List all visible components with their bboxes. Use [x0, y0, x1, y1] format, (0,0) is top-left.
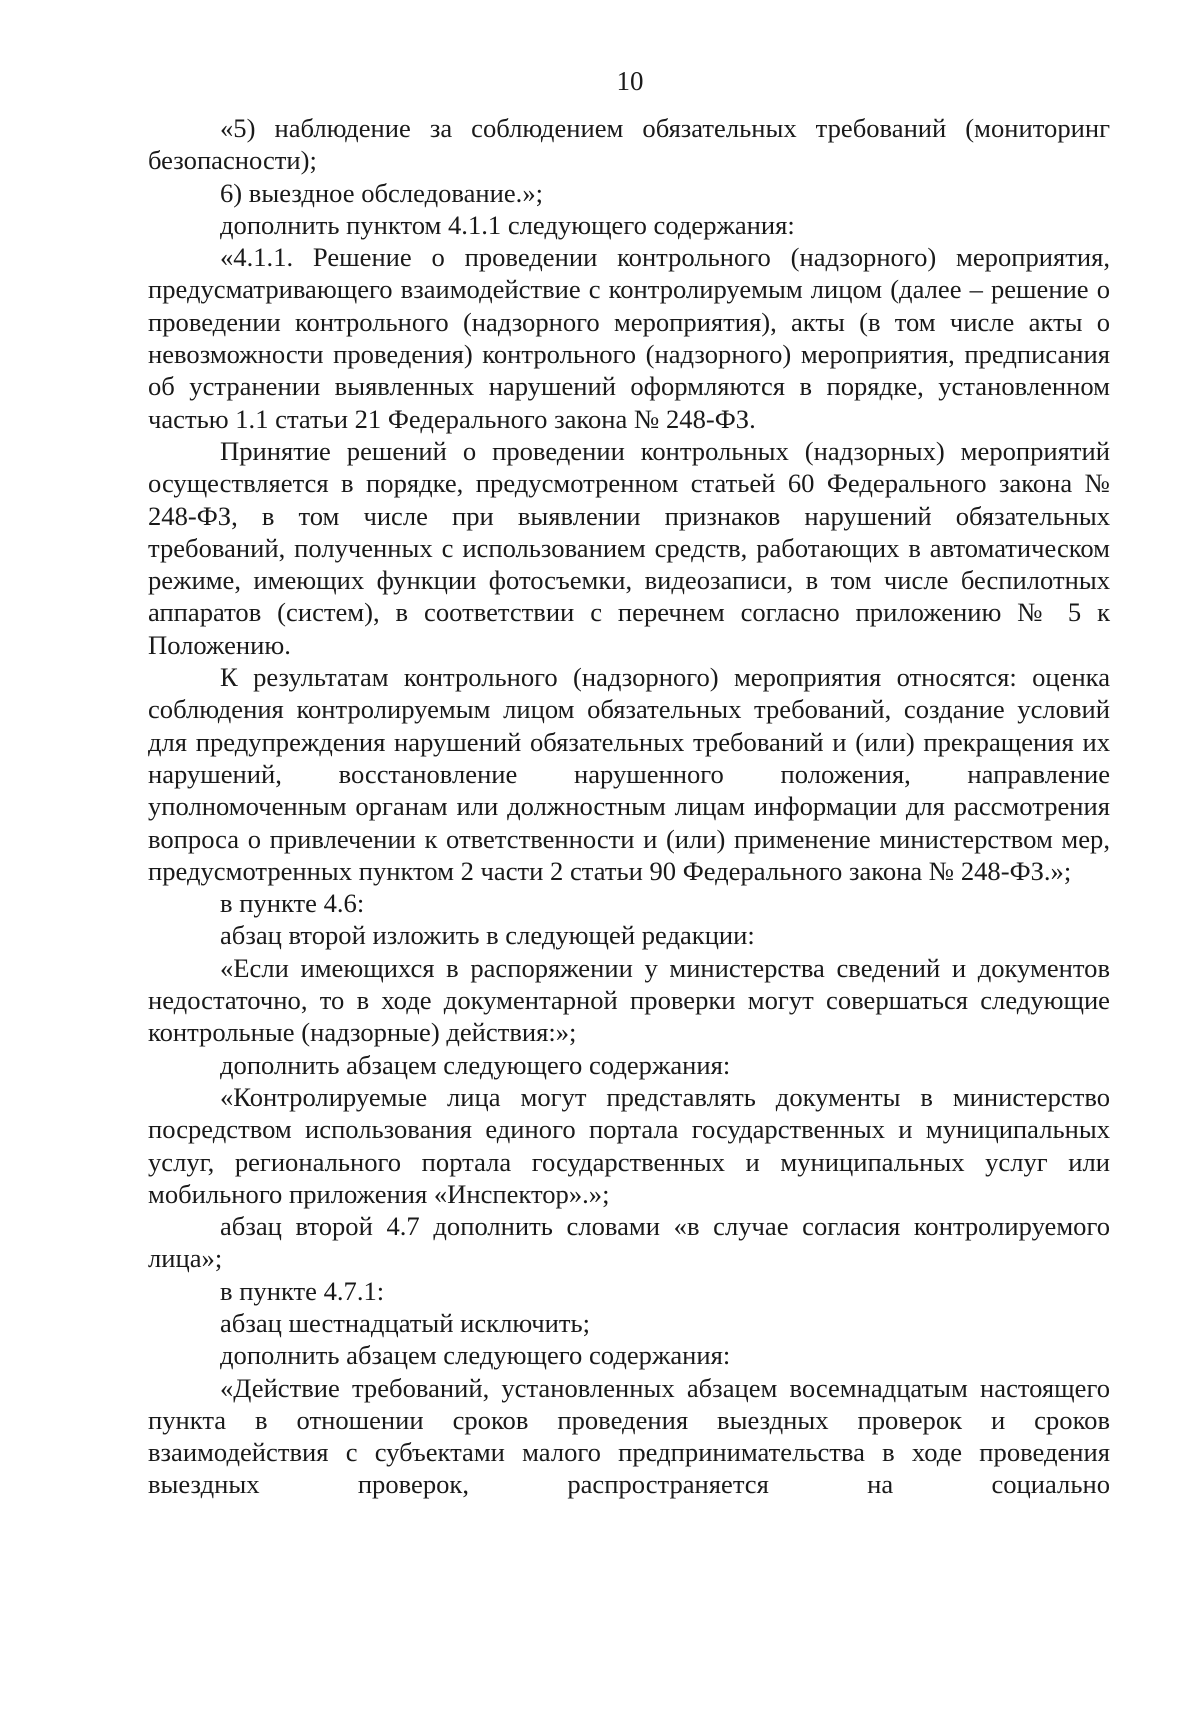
paragraph-clause-4-6: в пункте 4.6: [220, 888, 365, 919]
paragraph-exclude-abzac: абзац шестнадцатый исключить; [220, 1307, 591, 1338]
paragraph-field-inspection-item: 6) выездное обследование.»; [220, 177, 544, 208]
page-number: 10 [616, 66, 644, 96]
paragraph-requirements-action: «Действие требований, установленных абзацем восемнадцатым настоящего пункта в отношении сроков проведения выездных проверок и сроков взаимодействия с субъектами малого предпринимательства в ходе проведения выездных проверок, распространяется на социально [148, 1372, 1110, 1500]
paragraph-clause-4-7-1: в пункте 4.7.1: [220, 1275, 385, 1306]
paragraph-monitoring-item: «5) наблюдение за соблюдением обязательных требований (мониторинг безопасности); [148, 113, 1110, 176]
paragraph-add-abzac-2: дополнить абзацем следующего содержания: [220, 1340, 731, 1371]
paragraph-add-clause-4-1-1: дополнить пунктом 4.1.1 следующего содержания: [220, 209, 795, 240]
paragraph-add-abzac-1: дополнить абзацем следующего содержания: [220, 1049, 731, 1080]
document-body [148, 112, 1110, 1501]
paragraph-second-abzac-edit: абзац второй изложить в следующей редакции: [220, 920, 755, 951]
paragraph-decision-making: Принятие решений о проведении контрольных (надзорных) мероприятий осуществляется в порядке, предусмотренном статьей 60 Федерального закона № 248-ФЗ, в том числе при выявлении признаков нарушений обязательных требований, полученных с использованием средств, работающих в автоматическом режиме, имеющих функции фотосъемки, видеозаписи, в том числе беспилотных аппаратов (систем), в соответствии с перечнем согласно приложению № 5 к Положению. [148, 435, 1110, 660]
paragraph-inspector-app: «Контролируемые лица могут представлять документы в министерство посредством использования единого портала государственных и муниципальных услуг, регионального портала государственных и муниципальных услуг или мобильного приложения «Инспектор».»; [148, 1081, 1110, 1209]
paragraph-clause-4-1-1: «4.1.1. Решение о проведении контрольного (надзорного) мероприятия, предусматривающего взаимодействие с контролируемым лицом (далее – решение о проведении контрольного (надзорного мероприятия), акты (в том числе акты о невозможности проведения) контрольного (надзорного) мероприятия, предписания об устранении выявленных нарушений оформляются в порядке, установленном частью 1.1 статьи 21 Федерального закона № 248-ФЗ. [148, 242, 1110, 434]
paragraph-documentary-check: «Если имеющихся в распоряжении у министерства сведений и документов недостаточно, то в ходе документарной проверки могут совершаться следующие контрольные (надзорные) действия:»; [148, 952, 1110, 1048]
paragraph-results: К результатам контрольного (надзорного) мероприятия относятся: оценка соблюдения контролируемым лицом обязательных требований, создание условий для предупреждения нарушений обязательных требований и (или) прекращения их нарушений, восстановление нарушенного положения, направление уполномоченным органам или должностным лицам информации для рассмотрения вопроса о привлечении к ответственности и (или) применение министерством мер, предусмотренных пунктом 2 части 2 статьи 90 Федерального закона № 248-ФЗ.»; [148, 662, 1110, 886]
paragraph-clause-4-7: абзац второй 4.7 дополнить словами «в случае согласия контролируемого лица»; [148, 1211, 1110, 1274]
